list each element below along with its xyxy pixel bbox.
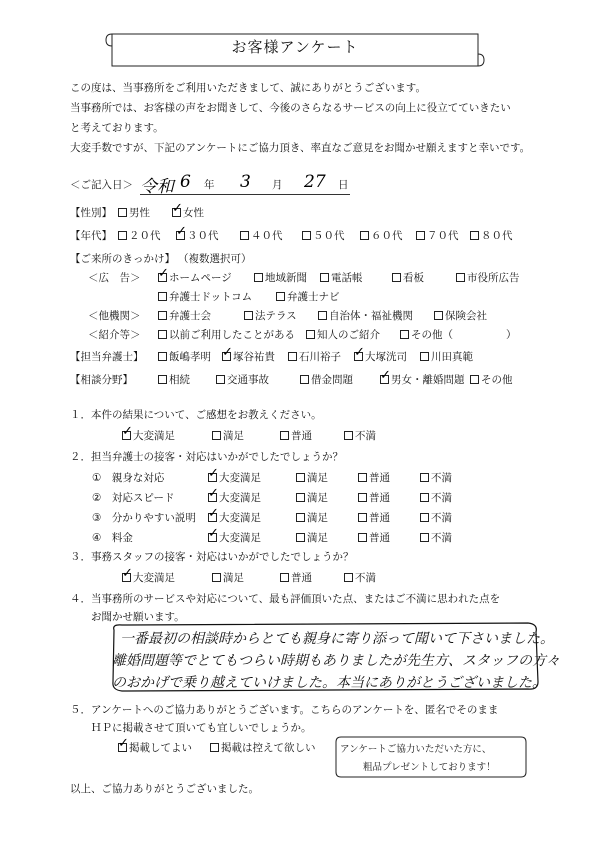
q2-row2-option-label: 大変満足 bbox=[219, 492, 261, 504]
referral-label: ＜紹介等＞ bbox=[88, 329, 141, 341]
checkbox[interactable] bbox=[158, 330, 167, 339]
q3-option-label: 満足 bbox=[223, 572, 244, 584]
age-option[interactable] bbox=[470, 231, 513, 242]
age-option[interactable] bbox=[118, 231, 161, 242]
q3-question: ３．事務スタッフの接客・対応はいかがでしたでしょうか？ bbox=[70, 551, 354, 563]
checkbox[interactable] bbox=[176, 231, 185, 240]
q2-row1-option-label: 満足 bbox=[307, 472, 328, 484]
q3-option-label: 不満 bbox=[355, 572, 376, 584]
agency-option[interactable] bbox=[244, 311, 297, 322]
referral-option[interactable] bbox=[400, 330, 453, 341]
checkbox[interactable] bbox=[470, 375, 479, 384]
q2-row4-option-label: 普通 bbox=[369, 532, 390, 544]
agency-option[interactable] bbox=[318, 311, 413, 322]
lawyer-option[interactable] bbox=[222, 352, 275, 363]
gender-label: 【性別】 bbox=[70, 207, 112, 219]
intro-line-4: 大変手数ですが、下記のアンケートにご協力頂き、率直なご意見をお聞かせ願えますと幸いです。 bbox=[70, 142, 531, 154]
checkbox[interactable] bbox=[392, 273, 401, 282]
checkbox[interactable] bbox=[296, 513, 305, 522]
checkbox[interactable] bbox=[300, 375, 309, 384]
checkbox[interactable] bbox=[296, 533, 305, 542]
q2-row3-option-label: 普通 bbox=[369, 512, 390, 524]
lawyer-option[interactable] bbox=[288, 352, 341, 363]
q5-option[interactable] bbox=[118, 743, 192, 754]
checkbox[interactable] bbox=[358, 533, 367, 542]
q5-question-line-1: ５．アンケートへのご協力ありがとうございます。こちらのアンケートを、匿名でそのまま bbox=[70, 704, 499, 716]
checkbox[interactable] bbox=[158, 292, 167, 301]
closing-text: 以上、ご協力ありがとうございました。 bbox=[70, 783, 259, 795]
q2-item-label: ④ 料金 bbox=[92, 532, 133, 544]
lawyer-option-label: 塚谷祐貴 bbox=[233, 351, 275, 363]
q2-row4-option[interactable] bbox=[208, 533, 261, 544]
referral-option[interactable] bbox=[158, 330, 295, 341]
q1-option-label: 満足 bbox=[223, 430, 244, 442]
checkbox[interactable] bbox=[158, 375, 167, 384]
age-option-label: ２０代 bbox=[129, 230, 161, 242]
checkbox[interactable] bbox=[172, 208, 181, 217]
checkbox[interactable] bbox=[122, 431, 131, 440]
date-era[interactable]: 令和 bbox=[140, 177, 174, 197]
ad-option[interactable] bbox=[158, 273, 232, 284]
q3-option[interactable] bbox=[212, 573, 244, 584]
checkbox[interactable] bbox=[420, 352, 429, 361]
q2-row1-option[interactable] bbox=[208, 473, 261, 484]
checkbox[interactable] bbox=[354, 352, 363, 361]
date-label: ＜ご記入日＞ bbox=[70, 179, 133, 191]
q2-row1-option[interactable] bbox=[296, 473, 328, 484]
gift-note-line-2: 粗品プレゼントしております！ bbox=[363, 762, 496, 773]
ad-option[interactable] bbox=[456, 273, 520, 284]
q2-row3-option[interactable] bbox=[208, 513, 261, 524]
ad-option[interactable] bbox=[254, 273, 307, 284]
checkbox[interactable] bbox=[158, 352, 167, 361]
q2-row3-option[interactable] bbox=[358, 513, 390, 524]
q4-answer-line-2: 離婚問題等でとてもつらい時期もありましたが先生方、スタッフの方々 bbox=[112, 653, 560, 669]
q2-row1-option[interactable] bbox=[420, 473, 452, 484]
checkbox[interactable] bbox=[296, 493, 305, 502]
checkbox[interactable] bbox=[280, 431, 289, 440]
date-day[interactable]: 27 bbox=[304, 172, 326, 192]
field-option-label: その他 bbox=[481, 374, 513, 386]
other-agency-label: ＜他機関＞ bbox=[88, 310, 141, 322]
ad2-option-label: 弁護士ドットコム bbox=[169, 291, 253, 303]
checkbox[interactable] bbox=[420, 513, 429, 522]
ad-option[interactable] bbox=[392, 273, 424, 284]
q2-row4-option-label: 満足 bbox=[307, 532, 328, 544]
q5-option-label: 掲載してよい bbox=[129, 742, 192, 754]
ad-option-label: 看板 bbox=[403, 272, 424, 284]
field-label: 【相談分野】 bbox=[70, 374, 133, 386]
lawyer-option[interactable] bbox=[420, 352, 473, 363]
age-option[interactable] bbox=[416, 231, 459, 242]
q2-row1-option-label: 不満 bbox=[431, 472, 452, 484]
date-year-unit: 年 bbox=[204, 179, 215, 191]
q2-row4-option[interactable] bbox=[296, 533, 328, 544]
checkbox[interactable] bbox=[118, 743, 127, 752]
lawyer-option[interactable] bbox=[354, 352, 407, 363]
gender-option[interactable] bbox=[118, 208, 150, 219]
gender-option-label: 男性 bbox=[129, 207, 150, 219]
gender-option[interactable] bbox=[172, 208, 204, 219]
q2-row2-option[interactable] bbox=[208, 493, 261, 504]
checkbox[interactable] bbox=[344, 573, 353, 582]
age-option-label: ８０代 bbox=[481, 230, 513, 242]
q2-row2-option[interactable] bbox=[358, 493, 390, 504]
q2-question: ２．担当弁護士の接客・対応はいかがでしたでしょうか？ bbox=[70, 451, 343, 463]
agency-option-label: 法テラス bbox=[255, 310, 297, 322]
checkbox[interactable] bbox=[456, 273, 465, 282]
referral-option-label: 以前ご利用したことがある bbox=[169, 329, 295, 341]
age-option-label: ４０代 bbox=[251, 230, 283, 242]
field-option-label: 交通事故 bbox=[227, 374, 269, 386]
q3-option-label: 大変満足 bbox=[133, 572, 175, 584]
checkbox[interactable] bbox=[360, 231, 369, 240]
ad-label: ＜広 告＞ bbox=[88, 272, 141, 284]
checkbox[interactable] bbox=[208, 513, 217, 522]
q4-question-line-1: ４．当事務所のサービスや対応について、最も評価頂いた点、またはご不満に思われた点を bbox=[70, 593, 501, 605]
checkbox[interactable] bbox=[118, 208, 127, 217]
checkbox[interactable] bbox=[416, 231, 425, 240]
q2-row2-option[interactable] bbox=[420, 493, 452, 504]
q2-row1-option[interactable] bbox=[358, 473, 390, 484]
checkbox[interactable] bbox=[212, 573, 221, 582]
q2-row3-option[interactable] bbox=[420, 513, 452, 524]
checkbox[interactable] bbox=[240, 231, 249, 240]
agency-option[interactable] bbox=[434, 311, 487, 322]
checkbox[interactable] bbox=[344, 431, 353, 440]
age-option[interactable] bbox=[240, 231, 283, 242]
field-option[interactable] bbox=[216, 375, 269, 386]
q5-option-label: 掲載は控えて欲しい bbox=[221, 742, 316, 754]
q2-row2-option-label: 普通 bbox=[369, 492, 390, 504]
ad2-option[interactable] bbox=[276, 292, 340, 303]
q2-row1-option-label: 普通 bbox=[369, 472, 390, 484]
referral-option[interactable] bbox=[306, 330, 380, 341]
q1-option[interactable] bbox=[212, 431, 244, 442]
field-option-label: 相続 bbox=[169, 374, 190, 386]
ad-option-label: 市役所広告 bbox=[467, 272, 520, 284]
q2-row2-option[interactable] bbox=[296, 493, 328, 504]
page-title: お客様アンケート bbox=[231, 38, 359, 56]
q1-option[interactable] bbox=[344, 431, 376, 442]
checkbox[interactable] bbox=[208, 473, 217, 482]
q1-option-label: 普通 bbox=[291, 430, 312, 442]
q2-row4-option[interactable] bbox=[420, 533, 452, 544]
gender-option-label: 女性 bbox=[183, 207, 204, 219]
ad-option[interactable] bbox=[320, 273, 363, 284]
q2-row3-option-label: 不満 bbox=[431, 512, 452, 524]
field-option[interactable] bbox=[300, 375, 353, 386]
q1-option-label: 不満 bbox=[355, 430, 376, 442]
q3-option[interactable] bbox=[344, 573, 376, 584]
checkbox[interactable] bbox=[208, 533, 217, 542]
age-option[interactable] bbox=[360, 231, 403, 242]
q2-row4-option[interactable] bbox=[358, 533, 390, 544]
checkbox[interactable] bbox=[212, 431, 221, 440]
q2-row3-option-label: 大変満足 bbox=[219, 512, 261, 524]
checkbox[interactable] bbox=[244, 311, 253, 320]
field-option-label: 男女・離婚問題 bbox=[391, 374, 465, 386]
lawyer-option-label: 飯嶋孝明 bbox=[169, 351, 211, 363]
lawyer-option-label: 石川裕子 bbox=[299, 351, 341, 363]
q4-answer-line-1: 一番最初の相談時からとても親身に寄り添って聞いて下さいました。 bbox=[120, 631, 554, 647]
checkbox[interactable] bbox=[254, 273, 263, 282]
checkbox[interactable] bbox=[306, 330, 315, 339]
q2-row3-option-label: 満足 bbox=[307, 512, 328, 524]
checkbox[interactable] bbox=[420, 473, 429, 482]
lawyer-option[interactable] bbox=[158, 352, 211, 363]
trigger-note: （複数選択可） bbox=[178, 253, 252, 265]
checkbox[interactable] bbox=[276, 292, 285, 301]
agency-option-label: 保険会社 bbox=[445, 310, 487, 322]
checkbox[interactable] bbox=[318, 311, 327, 320]
field-option[interactable] bbox=[158, 375, 190, 386]
intro-line-3: と考えております。 bbox=[70, 122, 164, 134]
checkbox[interactable] bbox=[420, 533, 429, 542]
ad2-option[interactable] bbox=[158, 292, 252, 303]
checkbox[interactable] bbox=[158, 273, 167, 282]
intro-line-1: この度は、当事務所をご利用いただきまして、誠にありがとうございます。 bbox=[70, 82, 426, 94]
date-year[interactable]: 6 bbox=[180, 172, 191, 192]
date-underline bbox=[140, 194, 350, 195]
checkbox[interactable] bbox=[420, 493, 429, 502]
date-day-unit: 日 bbox=[338, 179, 349, 191]
age-label: 【年代】 bbox=[70, 230, 112, 242]
gift-note-box bbox=[333, 734, 529, 780]
checkbox[interactable] bbox=[158, 311, 167, 320]
q4-question-line-2: お聞かせ願います。 bbox=[70, 611, 185, 623]
agency-option-label: 弁護士会 bbox=[169, 310, 211, 322]
referral-option-label: 知人のご紹介 bbox=[317, 329, 380, 341]
field-option[interactable] bbox=[470, 375, 513, 386]
q1-question: １．本件の結果について、ご感想をお教えください。 bbox=[70, 409, 322, 421]
checkbox[interactable] bbox=[288, 352, 297, 361]
q1-option-label: 大変満足 bbox=[133, 430, 175, 442]
referral-option-label: その他（ bbox=[411, 329, 453, 341]
checkbox[interactable] bbox=[222, 352, 231, 361]
q2-row2-option-label: 満足 bbox=[307, 492, 328, 504]
intro-line-2: 当事務所では、お客様の声をお聞きして、今後のさらなるサービスの向上に役立てていきたい bbox=[70, 102, 511, 114]
checkbox[interactable] bbox=[280, 573, 289, 582]
lawyer-option-label: 大塚洸司 bbox=[365, 351, 407, 363]
checkbox[interactable] bbox=[380, 375, 389, 384]
age-option-label: ６０代 bbox=[371, 230, 403, 242]
agency-option-label: 自治体・福祉機関 bbox=[329, 310, 413, 322]
agency-option[interactable] bbox=[158, 311, 211, 322]
field-option[interactable] bbox=[380, 375, 465, 386]
q3-option[interactable] bbox=[122, 573, 175, 584]
q3-option-label: 普通 bbox=[291, 572, 312, 584]
q1-option[interactable] bbox=[122, 431, 175, 442]
q2-item-label: ③ 分かりやすい説明 bbox=[92, 512, 196, 524]
q1-option[interactable] bbox=[280, 431, 312, 442]
checkbox[interactable] bbox=[470, 231, 479, 240]
age-option-label: ３０代 bbox=[187, 230, 219, 242]
q4-answer-line-3: のおかげで乗り越えていけました。本当にありがとうございました。 bbox=[112, 675, 546, 691]
gift-note-line-1: アンケートご協力いただいた方に、 bbox=[340, 744, 492, 755]
ad-option-label: ホームページ bbox=[169, 272, 232, 284]
lawyer-label: 【担当弁護士】 bbox=[70, 351, 144, 363]
checkbox[interactable] bbox=[296, 473, 305, 482]
q3-option[interactable] bbox=[280, 573, 312, 584]
q2-item-label: ② 対応スピード bbox=[92, 492, 175, 504]
checkbox[interactable] bbox=[208, 493, 217, 502]
checkbox[interactable] bbox=[434, 311, 443, 320]
q5-option[interactable] bbox=[210, 743, 316, 754]
checkbox[interactable] bbox=[216, 375, 225, 384]
age-option[interactable] bbox=[302, 231, 345, 242]
ad-option-label: 電話帳 bbox=[331, 272, 363, 284]
checkbox[interactable] bbox=[400, 330, 409, 339]
date-month[interactable]: 3 bbox=[240, 172, 251, 192]
age-option-label: ５０代 bbox=[313, 230, 345, 242]
checkbox[interactable] bbox=[122, 573, 131, 582]
q5-question-line-2: ＨＰに掲載させて頂いても宜しいでしょうか。 bbox=[70, 722, 312, 734]
trigger-label: 【ご来所のきっかけ】 bbox=[70, 253, 175, 265]
ad2-option-label: 弁護士ナビ bbox=[287, 291, 340, 303]
referral-close-paren: ） bbox=[506, 329, 517, 341]
date-month-unit: 月 bbox=[272, 179, 283, 191]
age-option[interactable] bbox=[176, 231, 219, 242]
checkbox[interactable] bbox=[302, 231, 311, 240]
q2-row4-option-label: 大変満足 bbox=[219, 532, 261, 544]
field-option-label: 借金問題 bbox=[311, 374, 353, 386]
checkbox[interactable] bbox=[118, 231, 127, 240]
age-option-label: ７０代 bbox=[427, 230, 459, 242]
checkbox[interactable] bbox=[358, 513, 367, 522]
checkbox[interactable] bbox=[358, 473, 367, 482]
lawyer-option-label: 川田真範 bbox=[431, 351, 473, 363]
q2-row3-option[interactable] bbox=[296, 513, 328, 524]
q2-item-label: ① 親身な対応 bbox=[92, 472, 165, 484]
ad-option-label: 地域新聞 bbox=[265, 272, 307, 284]
checkbox[interactable] bbox=[320, 273, 329, 282]
q2-row4-option-label: 不満 bbox=[431, 532, 452, 544]
q2-row2-option-label: 不満 bbox=[431, 492, 452, 504]
q2-row1-option-label: 大変満足 bbox=[219, 472, 261, 484]
checkbox[interactable] bbox=[210, 743, 219, 752]
checkbox[interactable] bbox=[358, 493, 367, 502]
